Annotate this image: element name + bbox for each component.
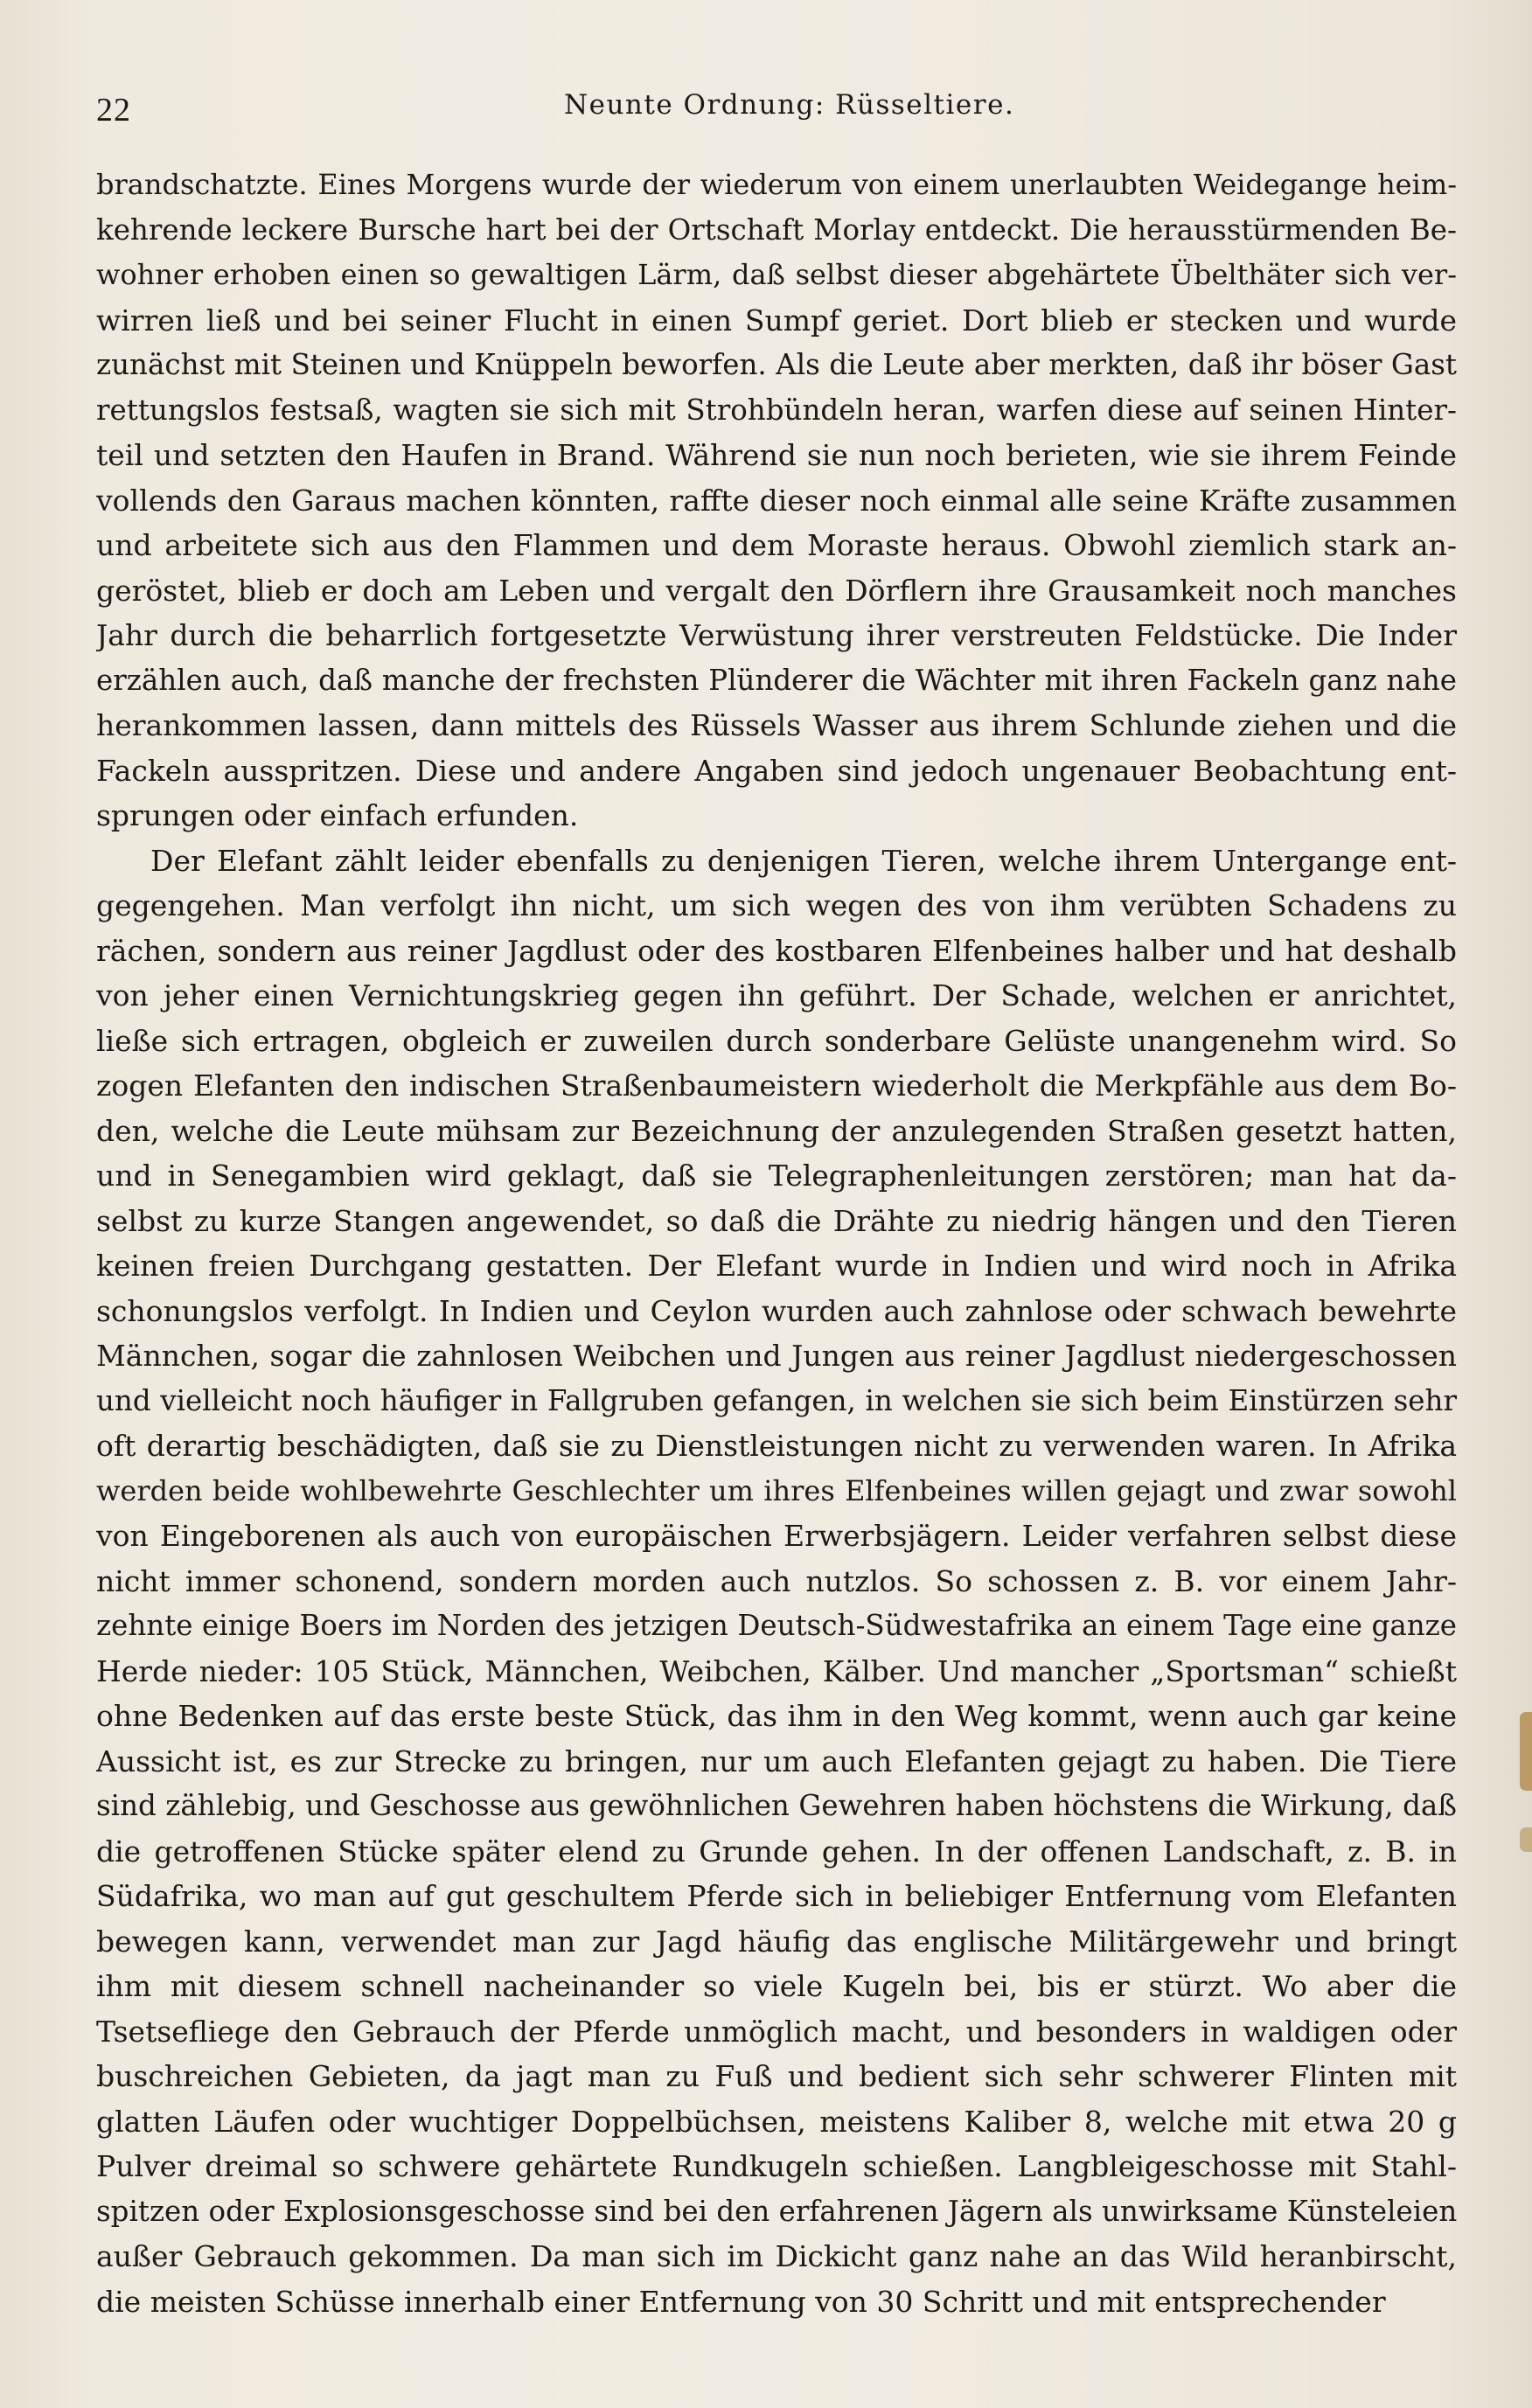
text-line: ließe sich ertragen, obgleich er zuweilen durch sonderbare Gelüste unangenehm wird. So [96, 1023, 1457, 1058]
body-text [96, 163, 1457, 2324]
text-line: Männchen, sogar die zahnlosen Weibchen und Jungen aus reiner Jagdlust niedergeschossen [96, 1339, 1457, 1373]
text-line: Der Elefant zählt leider ebenfalls zu denjenigen Tieren, welche ihrem Untergange ent- [150, 843, 1457, 878]
text-line: Aussicht ist, es zur Strecke zu bringen, nur um auch Elefanten gejagt zu haben. Die Tiere [96, 1743, 1457, 1778]
text-line: ohne Bedenken auf das erste beste Stück, das ihm in den Weg kommt, wenn auch gar keine [96, 1699, 1457, 1733]
text-line: zunächst mit Steinen und Knüppeln beworfen. Als die Leute aber merkten, daß ihr böser Gast [96, 348, 1457, 381]
running-head: Neunte Ordnung: Rüsseltiere. [564, 89, 1015, 121]
text-line: geröstet, blieb er doch am Leben und vergalt den Dörflern ihre Grausamkeit noch manches [96, 573, 1457, 608]
text-line: buschreichen Gebieten, da jagt man zu Fuß und bedient sich sehr schwerer Flinten mit [96, 2059, 1457, 2093]
page-edge-stain [1520, 1712, 1532, 1791]
text-line: Jahr durch die beharrlich fortgesetzte Verwüstung ihrer verstreuten Feldstücke. Die Inder [96, 618, 1457, 652]
text-line: ihm mit diesem schnell nacheinander so viele Kugeln bei, bis er stürzt. Wo aber die [96, 1969, 1457, 2003]
text-line: wohner erhoben einen so gewaltigen Lärm, daß selbst dieser abgehärtete Übelthäter sich ver- [96, 258, 1457, 291]
text-line: teil und setzten den Haufen in Brand. Während sie nun noch berieten, wie sie ihrem Feinde [96, 438, 1457, 472]
text-line: zehnte einige Boers im Norden des jetzigen Deutsch-Südwestafrika an einem Tage eine ganze [96, 1609, 1457, 1642]
text-line: und in Senegambien wird geklagt, daß sie Telegraphenleitungen zerstören; man hat da- [96, 1159, 1457, 1193]
text-line: sind zählebig, und Geschosse aus gewöhnlichen Gewehren haben höchstens die Wirkung, daß [96, 1789, 1457, 1822]
text-line: Südafrika, wo man auf gut geschultem Pferde sich in beliebiger Entfernung vom Elefanten [96, 1879, 1457, 1913]
text-line: schonungslos verfolgt. In Indien und Ceylon wurden auch zahnlose oder schwach bewehrte [96, 1293, 1457, 1328]
text-line: keinen freien Durchgang gestatten. Der Elefant wurde in Indien und wird noch in Afrika [96, 1249, 1457, 1283]
page-header [96, 86, 1460, 131]
text-line: nicht immer schonend, sondern morden auch nutzlos. So schossen z. B. vor einem Jahr- [96, 1563, 1457, 1598]
text-line: herankommen lassen, dann mittels des Rüssels Wasser aus ihrem Schlunde ziehen und die [96, 708, 1457, 742]
text-line: von Eingeborenen als auch von europäischen Erwerbsjägern. Leider verfahren selbst diese [96, 1519, 1457, 1553]
page-edge-stain-small [1520, 1827, 1532, 1852]
text-line: vollends den Garaus machen könnten, raffte dieser noch einmal alle seine Kräfte zusammen [96, 483, 1457, 518]
text-line: Fackeln ausspritzen. Diese und andere Angaben sind jedoch ungenauer Beobachtung ent- [96, 753, 1457, 788]
text-line: kehrende leckere Bursche hart bei der Ortschaft Morlay entdeckt. Die herausstürmenden Be- [96, 212, 1457, 247]
text-line: rächen, sondern aus reiner Jagdlust oder des kostbaren Elfenbeines halber und hat deshalb [96, 933, 1457, 968]
text-line: brandschatzte. Eines Morgens wurde der wiederum von einem unerlaubten Weidegange heim- [96, 168, 1457, 201]
text-line: werden beide wohlbewehrte Geschlechter um ihres Elfenbeines willen gejagt und zwar sowohl [96, 1473, 1457, 1507]
text-line: Tsetsefliege den Gebrauch der Pferde unmöglich macht, und besonders in waldigen oder [96, 2014, 1457, 2049]
text-line: glatten Läufen oder wuchtiger Doppelbüchsen, meistens Kaliber 8, welche mit etwa 20 g [96, 2104, 1457, 2139]
text-line: den, welche die Leute mühsam zur Bezeichnung der anzulegenden Straßen gesetzt hatten, [96, 1113, 1457, 1148]
text-line: und vielleicht noch häufiger in Fallgruben gefangen, in welchen sie sich beim Einstürzen sehr [96, 1383, 1457, 1417]
text-line: gegengehen. Man verfolgt ihn nicht, um sich wegen des von ihm verübten Schadens zu [96, 888, 1457, 922]
text-line: oft derartig beschädigten, daß sie zu Dienstleistungen nicht zu verwenden waren. In Afrika [96, 1429, 1457, 1463]
text-line: Herde nieder: 105 Stück, Männchen, Weibchen, Kälber. Und mancher „Sportsman“ schießt [96, 1653, 1457, 1688]
text-line: spitzen oder Explosionsgeschosse sind bei den erfahrenen Jägern als unwirksame Künsteleien [96, 2194, 1457, 2228]
text-line: außer Gebrauch gekommen. Da man sich im Dickicht ganz nahe an das Wild heranbirscht, [96, 2239, 1457, 2273]
text-line: erzählen auch, daß manche der frechsten Plünderer die Wächter mit ihren Fackeln ganz nahe [96, 663, 1457, 697]
text-line: rettungslos festsaß, wagten sie sich mit Strohbündeln heran, warfen diese auf seinen Hinter- [96, 393, 1457, 427]
text-line: die meisten Schüsse innerhalb einer Entfernung von 30 Schritt und mit entsprechender [96, 2284, 1386, 2319]
text-line: von jeher einen Vernichtungskrieg gegen ihn geführt. Der Schade, welchen er anrichtet, [96, 978, 1457, 1013]
text-line: selbst zu kurze Stangen angewendet, so daß die Drähte zu niedrig hängen und den Tieren [96, 1203, 1457, 1238]
page-number: 22 [96, 92, 131, 129]
paragraph [96, 839, 1457, 2325]
paragraph [96, 163, 1457, 839]
text-line: wirren ließ und bei seiner Flucht in einen Sumpf geriet. Dort blieb er stecken und wurde [96, 303, 1457, 338]
text-line: zogen Elefanten den indischen Straßenbaumeistern wiederholt die Merkpfähle aus dem Bo- [96, 1068, 1457, 1103]
text-line: die getroffenen Stücke später elend zu Grunde gehen. In der offenen Landschaft, z. B. in [96, 1834, 1457, 1869]
text-line: sprungen oder einfach erfunden. [96, 798, 579, 832]
text-line: und arbeitete sich aus den Flammen und dem Moraste heraus. Obwohl ziemlich stark an- [96, 528, 1457, 562]
text-line: bewegen kann, verwendet man zur Jagd häufig das englische Militärgewehr und bringt [96, 1924, 1457, 1959]
text-line: Pulver dreimal so schwere gehärtete Rundkugeln schießen. Langbleigeschosse mit Stahl- [96, 2149, 1457, 2183]
